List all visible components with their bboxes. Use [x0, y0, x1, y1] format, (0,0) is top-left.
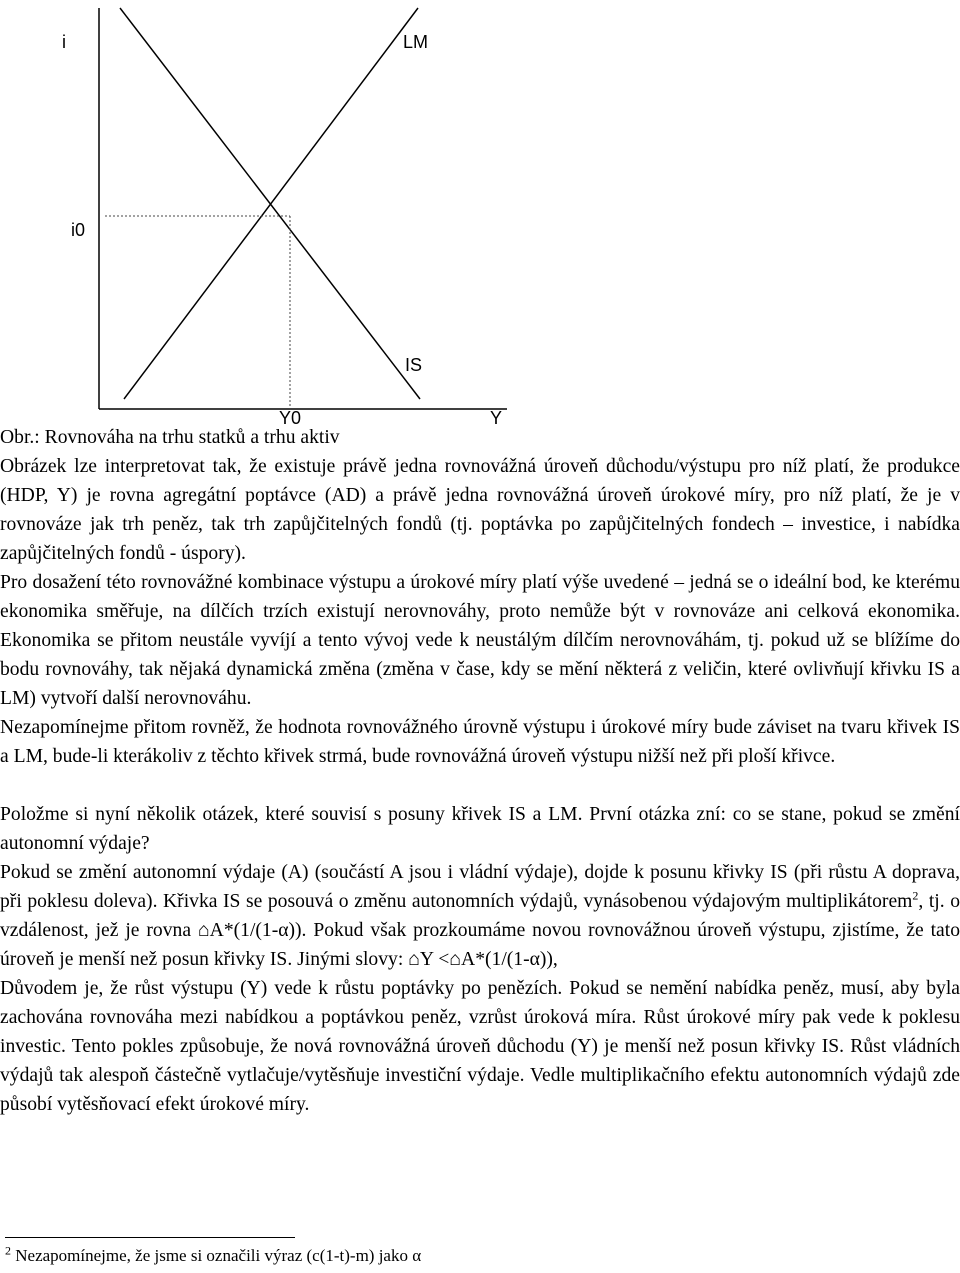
body-text	[0, 423, 960, 1119]
paragraph-5-part-1: Pokud se změní autonomní výdaje (A) (součástí A jsou i vládní výdaje), dojde k posunu křivky IS (při růstu A doprava, při poklesu doleva). Křivka IS se posouvá o změnu autonomních výdajů, vynásobenou výdajovým multiplikátorem	[0, 862, 960, 912]
y0-label: Y0	[279, 408, 302, 428]
footnote-mark: 2	[5, 1243, 11, 1258]
is-curve	[120, 8, 423, 399]
paragraph-1: Obrázek lze interpretovat tak, že existuje právě jedna rovnovážná úroveň důchodu/výstupu pro níž platí, že produkce (HDP, Y) je rovna agregátní poptávce (AD) a právě jedna rovnovážná úroveň úrokové míry, pro níž platí, že je v rovnováze jak trh peněz, tak trh zapůjčitelných fondů (tj. poptávka po zapůjčitelných fondech – investice, i nabídka zapůjčitelných fondů - úspory).	[0, 456, 960, 564]
x-axis-label: Y	[490, 408, 503, 428]
figure-caption: Obr.: Rovnováha na trhu statků a trhu aktiv	[0, 427, 340, 448]
footnote-text: Nezapomínejme, že jsme si označili výraz (c(1-t)-m) jako α	[11, 1246, 422, 1265]
is-lm-diagram	[0, 0, 960, 440]
paragraph-6: Důvodem je, že růst výstupu (Y) vede k růstu poptávky po penězích. Pokud se nemění nabídka peněz, musí, aby byla zachována rovnováha mezi nabídkou a poptávkou peněz, vzrůst úroková míra. Růst úrokové míry pak vede k poklesu investic. Tento pokles způsobuje, že nová rovnovážná úroveň důchodu (Y) je menší než posun křivky IS. Růst vládních výdajů tak alespoň částečně vytlačuje/vytěsňuje investiční výdaje. Vedle multiplikačního efektu autonomních výdajů zde působí vytěsňovací efekt úrokové míry.	[0, 978, 960, 1115]
i0-label: i0	[71, 220, 86, 240]
paragraph-4: Položme si nyní několik otázek, které souvisí s posuny křivek IS a LM. První otázka zní: co se stane, pokud se změní autonomní výdaje?	[0, 804, 960, 854]
footnote-separator	[5, 1237, 295, 1238]
paragraph-5-part-2: , tj. o vzdálenost, jež je rovna ⌂A*(1/(1-α)). Pokud však prozkoumáme novou rovnovážnou úroveň výstupu, zjistíme, že tato úroveň je menší než posun křivky IS. Jinými slovy: ⌂Y <⌂A*(1/(1-α)),	[0, 891, 960, 970]
lm-label: LM	[403, 32, 429, 52]
paragraph-5	[0, 858, 960, 974]
is-label: IS	[405, 355, 423, 375]
paragraph-3: Nezapomínejme přitom rovněž, že hodnota rovnovážného úrovně výstupu i úrokové míry bude záviset na tvaru křivek IS a LM, bude-li kterákoliv z těchto křivek strmá, bude rovnovážná úroveň výstupu nižší než při ploší křivce.	[0, 717, 960, 767]
footnote-reference: 2	[912, 888, 919, 903]
footnote	[5, 1244, 955, 1268]
lm-curve	[124, 8, 418, 399]
paragraph-2: Pro dosažení této rovnovážné kombinace výstupu a úrokové míry platí výše uvedené – jedná se o ideální bod, ke kterému ekonomika směřuje, na dílčích trzích existují nerovnováhy, proto nemůže být v rovnováze ani celková ekonomika. Ekonomika se přitom neustále vyvíjí a tento vývoj vede k neustálým dílčím nerovnováhám, tj. pokud už se blížíme do bodu rovnováhy, tak nějaká dynamická změna (změna v čase, kdy se mění některá z veličin, které ovlivňují křivku IS a LM) vytvoří další nerovnováhu.	[0, 572, 960, 709]
y-axis-label: i	[62, 32, 66, 52]
